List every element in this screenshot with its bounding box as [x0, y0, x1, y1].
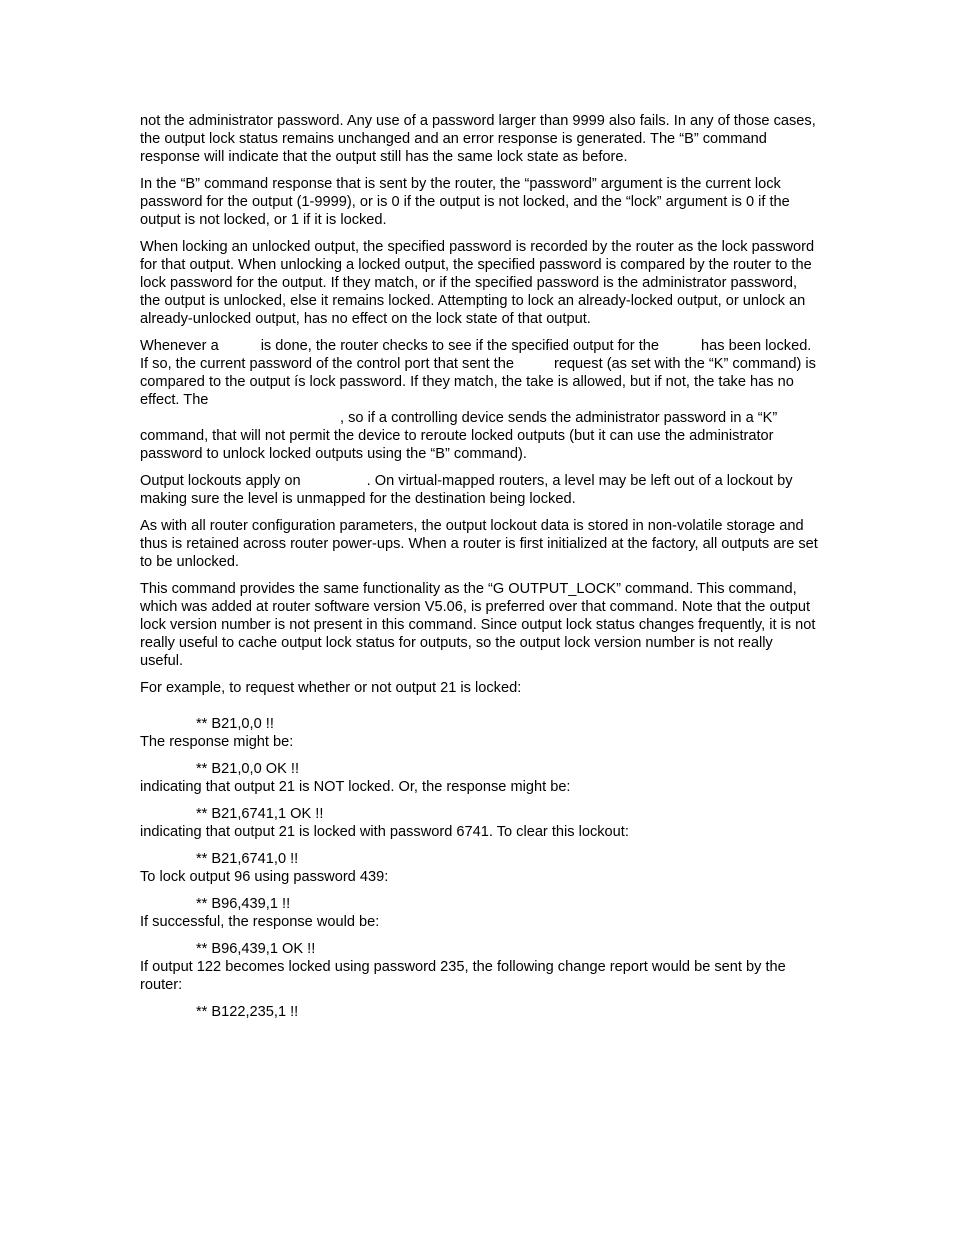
paragraph-take-check-part-b: is done, the router checks to see if the specified output for the [260, 338, 660, 354]
document-page [140, 112, 818, 1021]
paragraph-nonvolatile: As with all router configuration parameters, the output lockout data is stored in non-volatile storage and thus is retained across router power-ups. When a router is first initialized at the factory, all outputs are set to be unlocked. [140, 518, 818, 570]
paragraph-example-intro: For example, to request whether or not output 21 is locked: [140, 680, 522, 696]
paragraph-lockout-levels-part-b: . On virtual-mapped routers, a level may be left out of a lockout by making sure the level is unmapped for the destination being locked. [140, 473, 793, 507]
paragraph-locking-behavior: When locking an unlocked output, the specified password is recorded by the router as the lock password for that output. When unlocking a locked output, the specified password is compared by the router to the lock password for the output. If they match, or if the specified password is the administrator password, the output is unlocked, else it remains locked. Attempting to lock an already-locked output, or unlock an already-unlocked output, has no effect on the lock state of that output. [140, 239, 815, 327]
paragraph-take-check-part-c: has been locked. If so, the current password of the control port that sent the [140, 338, 812, 372]
paragraph-lockout-levels-part-a: Output lockouts apply on [140, 473, 301, 489]
example-command: ** B21,0,0 OK !! [196, 761, 300, 777]
paragraph-take-check-part-d: request (as set with the “K” command) is compared to the output ís lock password. If they match, the take is allowed, but if not, the take has no effect. The [140, 356, 816, 408]
paragraph-password-fail: not the administrator password. Any use of a password larger than 9999 also fails. In any of those cases, the output lock status remains unchanged and an error response is generated. The “B” command response will indicate that the output still has the same lock state as before. [140, 113, 816, 165]
example-caption: If output 122 becomes locked using password 235, the following change report would be sent by the router: [140, 959, 786, 993]
example-block [140, 715, 818, 1021]
example-caption: indicating that output 21 is locked with password 6741. To clear this lockout: [140, 824, 629, 840]
example-command: ** B96,439,1 OK !! [196, 941, 316, 957]
paragraph-b-response: In the “B” command response that is sent by the router, the “password” argument is the current lock password for the output (1-9999), or is 0 if the output is not locked, and the “lock” argument is 0 if the output is not locked, or 1 if it is locked. [140, 176, 790, 228]
example-caption: If successful, the response would be: [140, 914, 380, 930]
paragraph-g-output-lock: This command provides the same functionality as the “G OUTPUT_LOCK” command. This command, which was added at router software version V5.06, is preferred over that command. Note that the output lock version number is not present in this command. Since output lock status changes frequently, it is not really useful to cache output lock status for outputs, so the output lock version number is not really useful. [140, 581, 816, 669]
paragraph-take-check [140, 337, 818, 463]
example-command: ** B122,235,1 !! [196, 1004, 299, 1020]
example-caption: indicating that output 21 is NOT locked. Or, the response might be: [140, 779, 571, 795]
paragraph-take-check-part-a: Whenever a [140, 338, 219, 354]
paragraph-take-check-part-e: , so if a controlling device sends the administrator password in a “K” command, that will not permit the device to reroute locked outputs (but it can use the administrator password to unlock locked outputs using the “B” command). [140, 410, 778, 462]
example-caption: The response might be: [140, 734, 294, 750]
example-command: ** B21,0,0 !! [196, 716, 274, 732]
example-command: ** B96,439,1 !! [196, 896, 291, 912]
paragraph-lockout-levels [140, 472, 818, 508]
example-command: ** B21,6741,1 OK !! [196, 806, 324, 822]
example-command: ** B21,6741,0 !! [196, 851, 299, 867]
example-caption: To lock output 96 using password 439: [140, 869, 389, 885]
